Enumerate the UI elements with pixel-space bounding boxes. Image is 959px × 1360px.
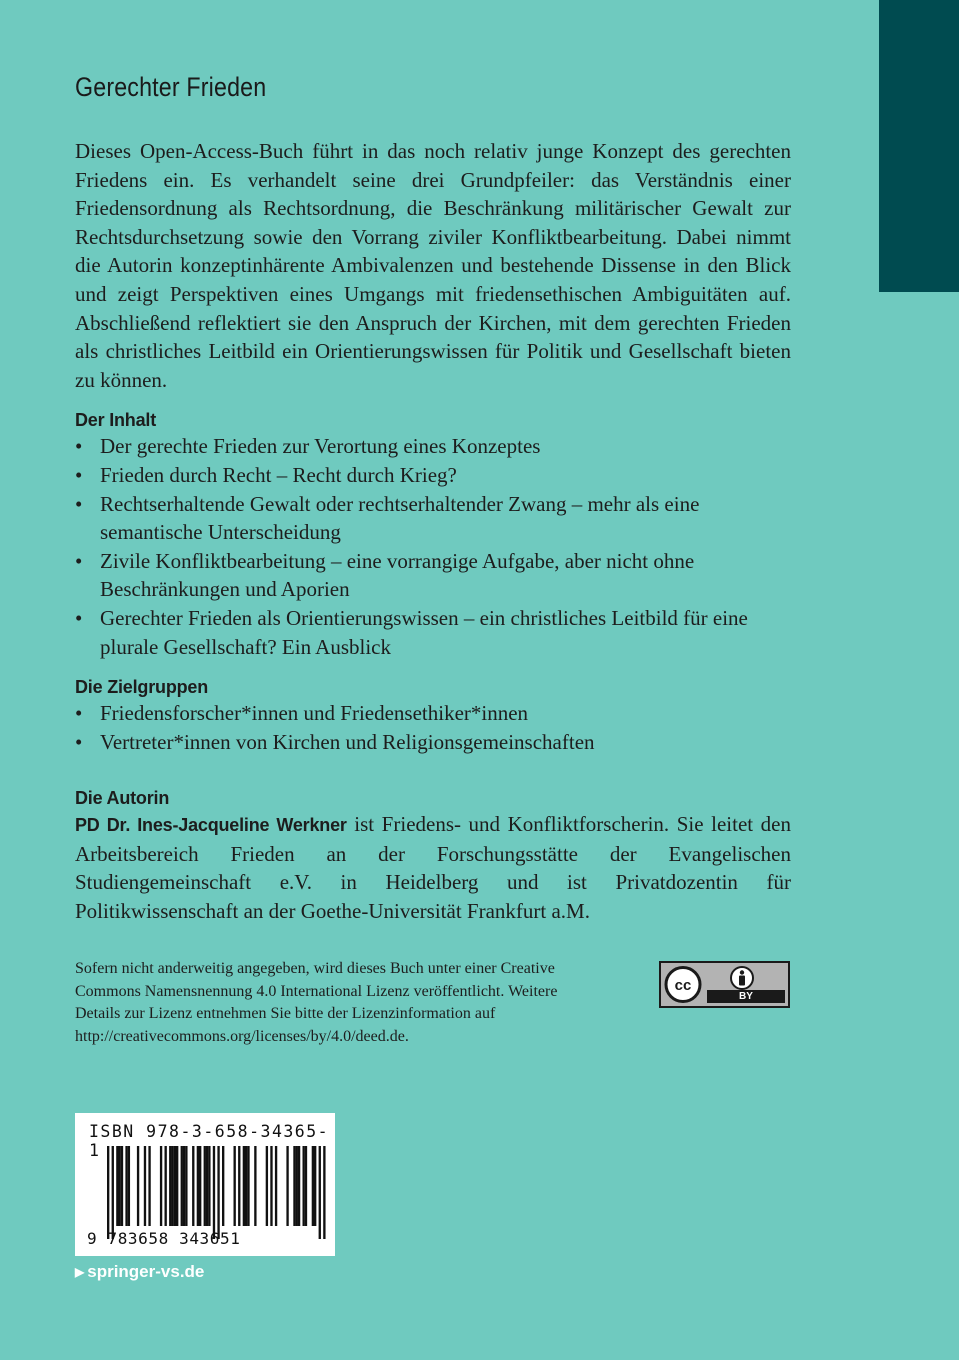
barcode-bar <box>293 1146 295 1226</box>
barcode-bar <box>312 1146 314 1226</box>
list-item: • Friedensforscher*innen und Friedensethiker*innen <box>75 699 791 728</box>
barcode-bar <box>217 1146 219 1239</box>
barcode-bar <box>112 1146 114 1239</box>
barcode-bar <box>144 1146 146 1226</box>
barcode-bar <box>116 1146 118 1226</box>
barcode-bar <box>185 1146 187 1226</box>
author-bio-text: ist Friedens- und Konfliktforscherin. Sie leitet den Arbeitsbereich Frieden an der Forschungsstätte der Evangelischen Studiengemeinschaft e.V. in Heidelberg und ist Privatdozentin für Politikwissenschaft an der Goethe-Universität Frankfurt a.M. <box>75 812 791 924</box>
barcode-bar <box>165 1146 167 1226</box>
barcode-bar <box>238 1146 240 1226</box>
list-item: • Rechtserhaltende Gewalt oder rechtserhaltender Zwang – mehr als eine semantische Unterscheidung <box>75 490 791 547</box>
barcode-bar <box>305 1146 307 1226</box>
barcode-bar <box>192 1146 194 1226</box>
blurb-content <box>75 137 791 926</box>
svg-text:cc: cc <box>674 977 692 994</box>
barcode-bar <box>160 1146 162 1226</box>
barcode-bar <box>183 1146 185 1226</box>
barcode-bar <box>245 1146 247 1226</box>
cc-by-label: BY <box>739 991 753 1002</box>
barcode-bar <box>121 1146 123 1226</box>
barcode-bar <box>222 1146 224 1226</box>
barcode-bar <box>296 1146 298 1226</box>
barcode-bar <box>197 1146 199 1226</box>
barcode-bar <box>174 1146 176 1226</box>
isbn-barcode <box>75 1113 335 1256</box>
list-item: • Zivile Konfliktbearbeitung – eine vorrangige Aufgabe, aber nicht ohne Beschränkungen und Aporien <box>75 547 791 604</box>
barcode-bar <box>107 1146 109 1239</box>
contents-section <box>75 408 791 661</box>
barcode-bar <box>137 1146 139 1226</box>
barcode-bar <box>204 1146 206 1226</box>
audience-section <box>75 675 791 756</box>
author-bio <box>75 810 791 925</box>
barcode-bar <box>319 1146 321 1239</box>
barcode-bar <box>125 1146 127 1226</box>
author-section <box>75 786 791 925</box>
triangle-right-icon: ▶ <box>75 1265 85 1279</box>
list-item: • Vertreter*innen von Kirchen und Religionsgemeinschaften <box>75 728 791 757</box>
barcode-bar <box>254 1146 256 1226</box>
intro-paragraph: Dieses Open-Access-Buch führt in das noch relativ junge Konzept des gerechten Friedens ein. Es verhandelt seine drei Grundpfeiler: das Verständnis einer Friedensordnung als Rechtsordnung, die Beschränkung militärischer Gewalt zur Rechtsdurchsetzung sowie den Vorrang ziviler Konfliktbearbeitung. Dabei nimmt die Autorin konzeptinhärente Ambivalenzen und bestehende Dissense in den Blick und zeigt Perspektiven eines Umgangs mit friedensethischen Ambiguitäten auf. Abschließend reflektiert sie den Anspruch der Kirchen, mit dem gerechten Frieden als christliches Leitbild ein Orientierungswissen für Politik und Gesellschaft bieten zu können. <box>75 139 791 392</box>
barcode-bar <box>213 1146 215 1239</box>
barcode-bar <box>303 1146 305 1226</box>
contents-list <box>75 432 791 661</box>
barcode-bar <box>243 1146 245 1226</box>
license-notice: Sofern nicht anderweitig angegeben, wird dieses Buch unter einer Creative Commons Namensnennung 4.0 International Lizenz veröffentlicht. Weitere Details zur Lizenz entnehmen Sie bitte der Lizenzinformation auf http://creativecommons.org/licenses/by/4.0/deed.de. <box>75 960 558 1045</box>
barcode-bar <box>169 1146 171 1226</box>
barcode-bar <box>176 1146 178 1226</box>
barcode-bar <box>266 1146 268 1226</box>
cc-by-icon <box>659 961 790 1008</box>
barcode-bar <box>234 1146 236 1226</box>
barcode-bar <box>286 1146 288 1226</box>
barcode-bar <box>270 1146 272 1226</box>
barcode-digits: 9 783658 343651 <box>87 1229 241 1248</box>
barcode-bar <box>148 1146 150 1226</box>
contents-heading: Der Inhalt <box>75 410 157 431</box>
barcode-bar <box>171 1146 173 1226</box>
audience-list <box>75 699 791 756</box>
barcode-bar <box>206 1146 208 1226</box>
barcode-bar <box>323 1146 325 1239</box>
list-item: • Der gerechte Frieden zur Verortung eines Konzeptes <box>75 432 791 461</box>
barcode-bar <box>199 1146 201 1226</box>
author-heading: Die Autorin <box>75 788 170 809</box>
publisher-website[interactable] <box>75 1262 204 1282</box>
barcode-bar <box>298 1146 300 1226</box>
list-item: • Gerechter Frieden als Orientierungswissen – ein christliches Leitbild für eine plurale Gesellschaft? Ein Ausblick <box>75 604 791 661</box>
audience-heading: Die Zielgruppen <box>75 677 209 698</box>
barcode-bar <box>208 1146 210 1226</box>
author-name: PD Dr. Ines-Jacqueline Werkner <box>75 815 347 836</box>
barcode-bar <box>119 1146 121 1226</box>
website-text: springer-vs.de <box>87 1262 205 1281</box>
barcode-bar <box>275 1146 277 1226</box>
isbn-label: ISBN 978-3-658-34365-1 <box>89 1122 330 1160</box>
barcode-bar <box>314 1146 316 1226</box>
list-item: • Frieden durch Recht – Recht durch Krieg? <box>75 461 791 490</box>
book-title: Gerechter Frieden <box>75 72 267 102</box>
spine-color-bar <box>879 0 959 292</box>
barcode-bar <box>247 1146 249 1226</box>
barcode-bar <box>181 1146 183 1226</box>
barcode-bar <box>128 1146 130 1226</box>
